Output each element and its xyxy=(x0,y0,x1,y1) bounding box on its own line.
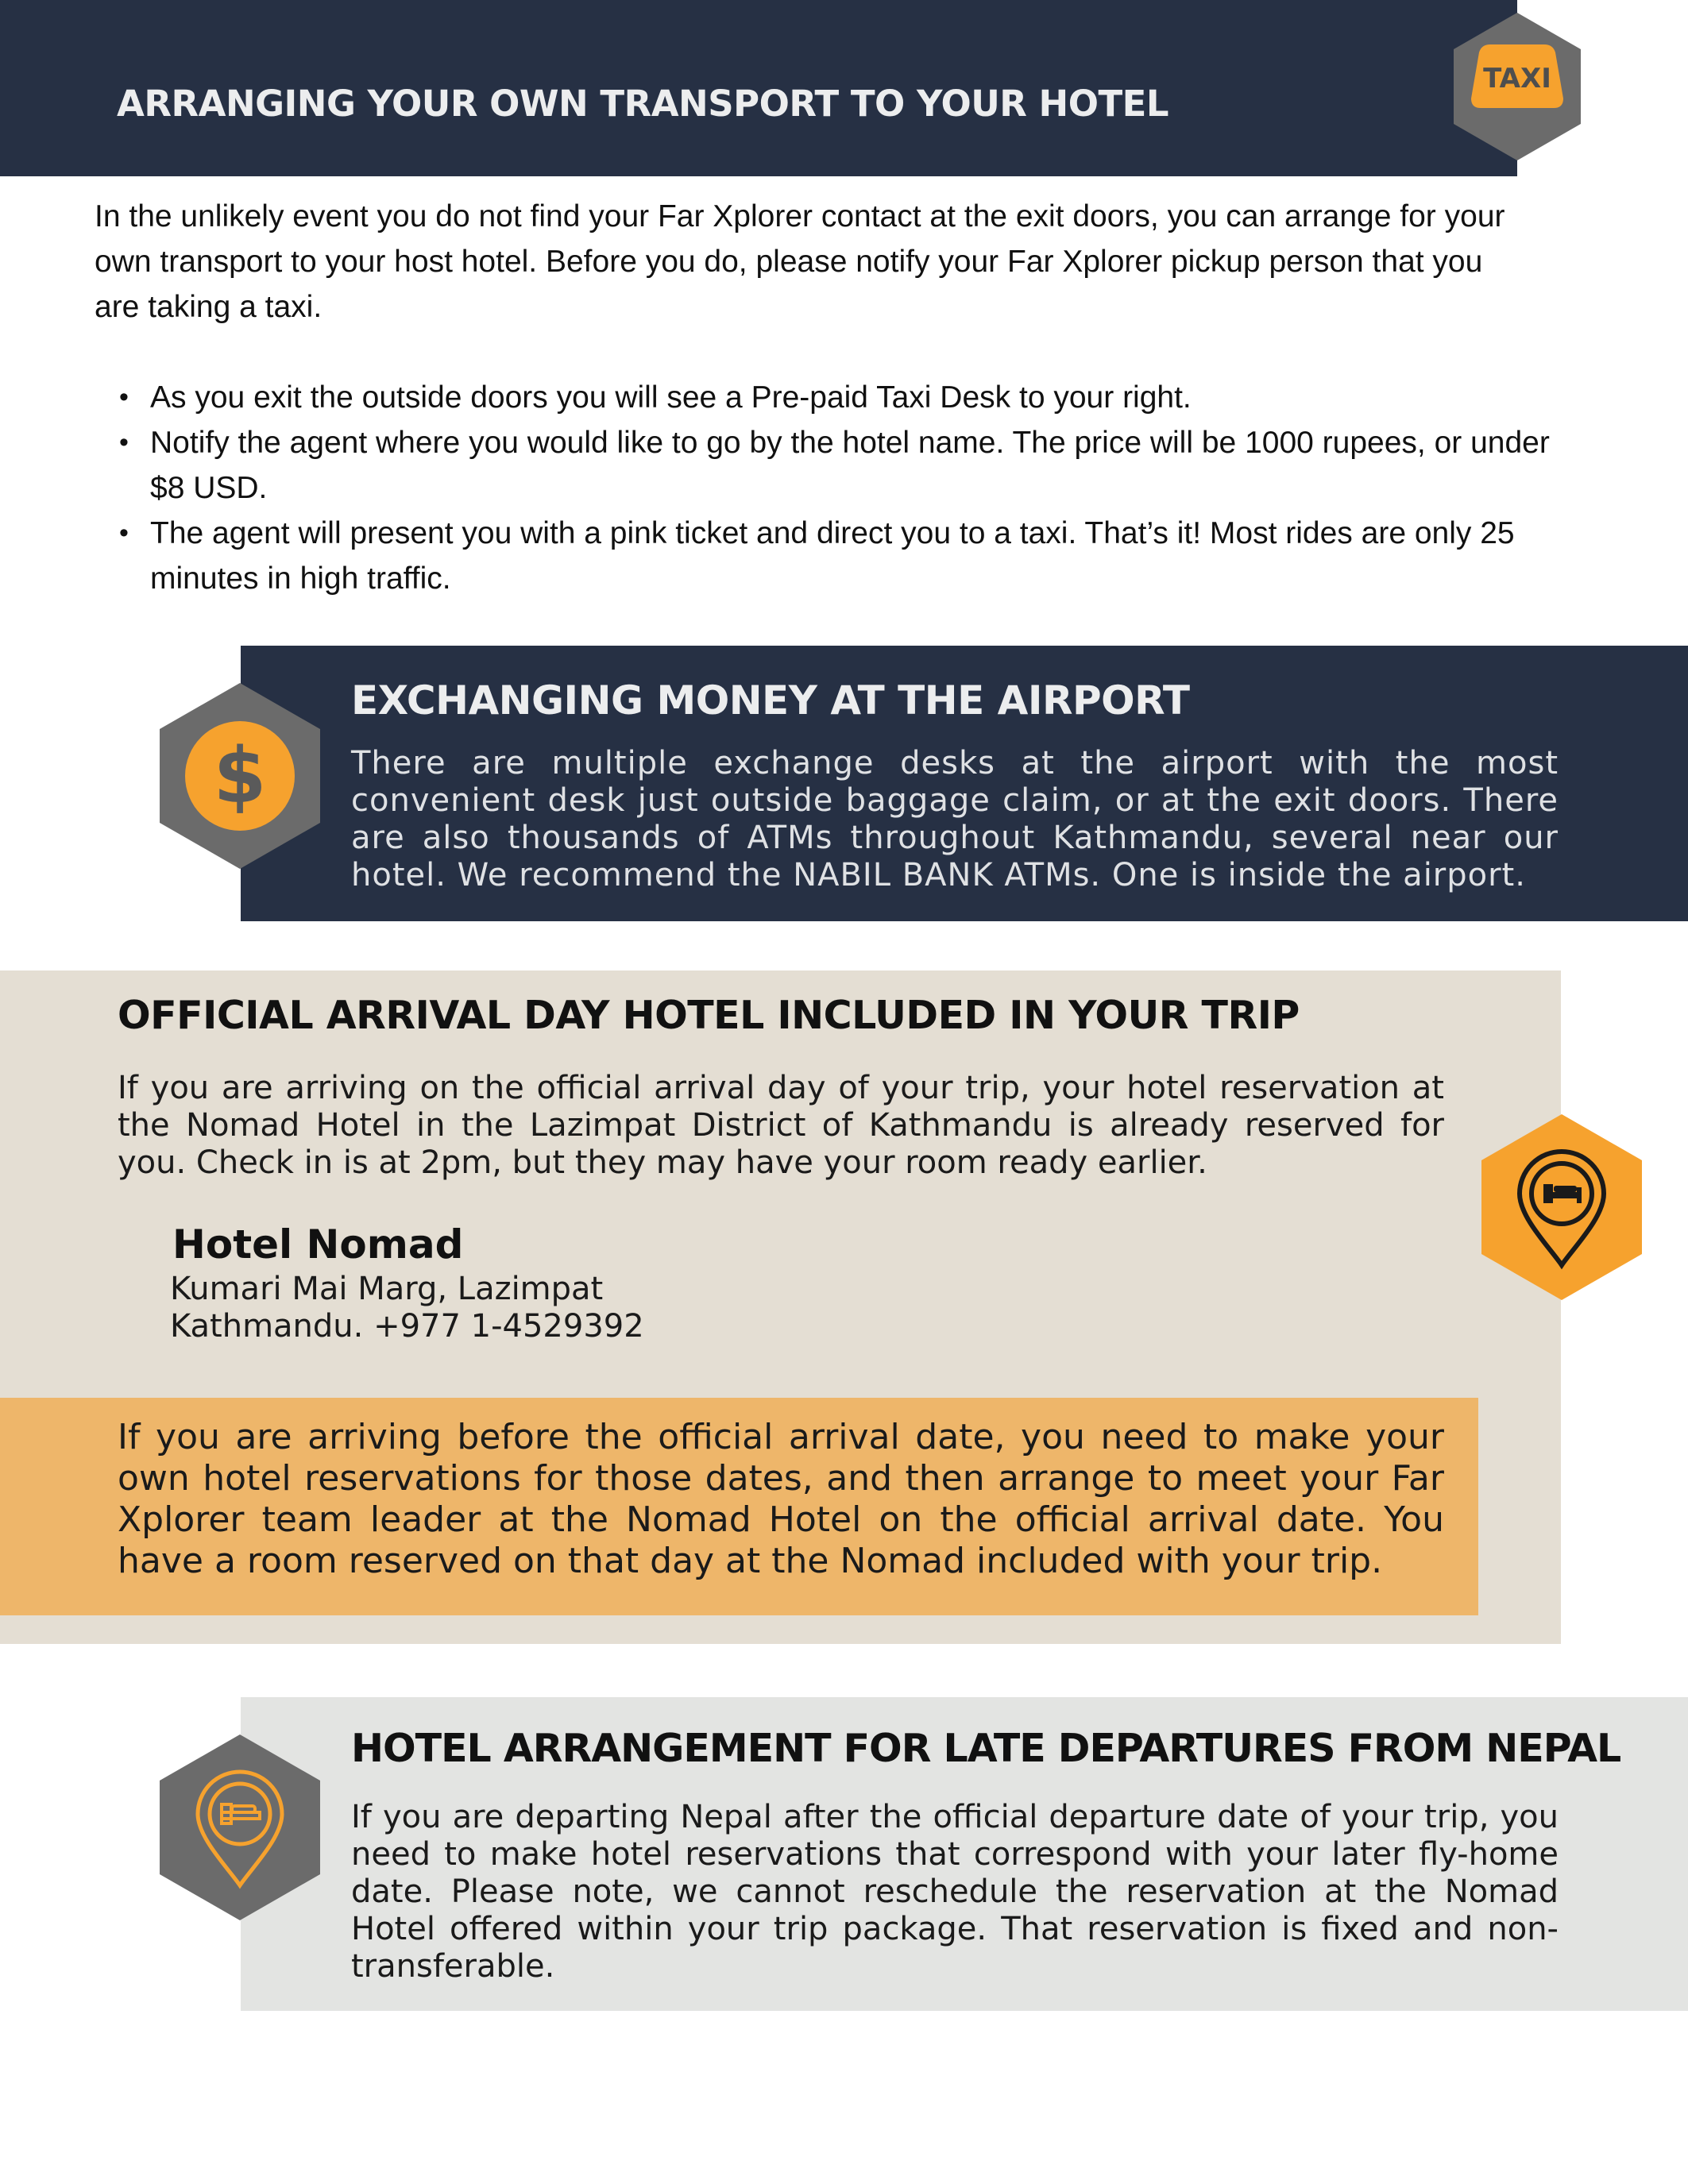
transport-steps-list xyxy=(95,375,1580,601)
list-item: • As you exit the outside doors you will see a Pre-paid Taxi Desk to your right. xyxy=(150,375,1580,420)
taxi-icon xyxy=(1452,11,1582,162)
dollar-icon xyxy=(158,681,322,870)
late-departure-body: If you are departing Nepal after the official departure date of your trip, you need to make hotel reservations that correspond with your later fly-home date. Please note, we cannot reschedule the reservation at the Nomad Hotel offered within your trip package. That reservation is fixed and non-transferable. xyxy=(351,1799,1559,1985)
hotel-name: Hotel Nomad xyxy=(172,1221,464,1268)
hotel-address-line1: Kumari Mai Marg, Lazimpat xyxy=(170,1271,604,1307)
hotel-pin-icon xyxy=(158,1733,322,1922)
taxi-icon-label: TAXI xyxy=(1483,63,1551,95)
list-item: • The agent will present you with a pink ticket and direct you to a taxi. That’s it! Most rides are only 25 minutes in high traffic. xyxy=(150,511,1580,601)
transport-title: ARRANGING YOUR OWN TRANSPORT TO YOUR HOTEL xyxy=(117,83,1169,125)
early-arrival-note: If you are arriving before the official arrival date, you need to make your own hotel reservations for those dates, and then arrange to meet your Far Xplorer team leader at the Nomad Hotel on the official arrival date. You have a room reserved on that day at the Nomad included with your trip. xyxy=(118,1417,1444,1581)
arrival-hotel-title: OFFICIAL ARRIVAL DAY HOTEL INCLUDED IN YOUR TRIP xyxy=(118,993,1300,1038)
transport-intro: In the unlikely event you do not find your Far Xplorer contact at the exit doors, you can arrange for your own transport to your host hotel. Before you do, please notify your Far Xplorer pickup person that you are taking a taxi. xyxy=(95,199,1505,324)
hotel-pin-icon xyxy=(1480,1113,1644,1302)
arrival-hotel-body: If you are arriving on the official arrival day of your trip, your hotel reservation at the Nomad Hotel in the Lazimpat District of Kathmandu is already reserved for you. Check in is at 2pm, but they may have your room ready earlier. xyxy=(118,1070,1444,1181)
money-body: There are multiple exchange desks at the airport with the most convenient desk just outside baggage claim, or at the exit doors. There are also thousands of ATMs throughout Kathmandu, several near our hotel. We recommend the NABIL BANK ATMs. One is inside the airport. xyxy=(351,745,1559,893)
list-item: • Notify the agent where you would like to go by the hotel name. The price will be 1000 rupees, or under $8 USD. xyxy=(150,420,1580,511)
money-title: EXCHANGING MONEY AT THE AIRPORT xyxy=(351,677,1190,723)
late-departure-title: HOTEL ARRANGEMENT FOR LATE DEPARTURES FROM NEPAL xyxy=(351,1726,1621,1771)
hotel-address-line2: Kathmandu. +977 1-4529392 xyxy=(170,1308,644,1345)
dollar-icon-label: $ xyxy=(213,731,267,820)
